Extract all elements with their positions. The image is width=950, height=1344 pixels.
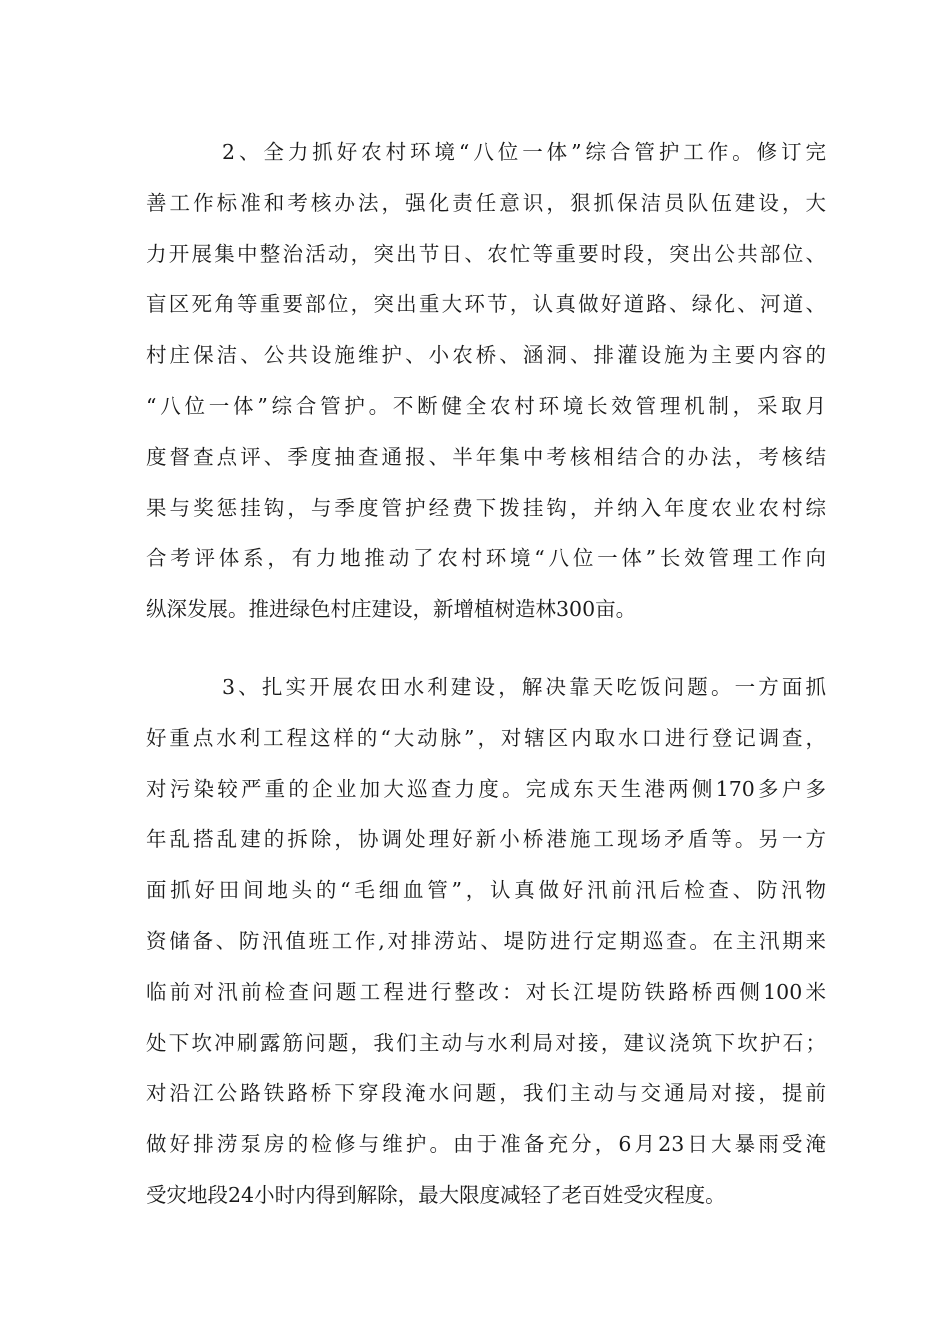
text-line: 2、全力抓好农村环境“八位一体”综合管护工作。修订完 <box>222 140 826 164</box>
text-line: 对沿江公路铁路桥下穿段淹水问题，我们主动与交通局对接，提前 <box>146 1081 826 1106</box>
text-line: 3、扎实开展农田水利建设，解决靠天吃饭问题。一方面抓 <box>222 675 826 699</box>
text-line: “八位一体”综合管护。不断健全农村环境长效管理机制，采取月 <box>146 393 826 418</box>
text-line: 资储备、防汛值班工作,对排涝站、堤防进行定期巡查。在主汛期来 <box>146 928 826 953</box>
paragraph-rural-environment <box>146 127 826 635</box>
text-line-last: 纵深发展。推进绿色村庄建设，新增植树造林300亩。 <box>146 597 637 622</box>
text-line: 处下坎冲刷露筋问题，我们主动与水利局对接，建议浇筑下坎护石； <box>146 1030 826 1055</box>
text-line: 力开展集中整治活动，突出节日、农忙等重要时段，突出公共部位、 <box>146 241 826 266</box>
text-line: 做好排涝泵房的检修与维护。由于准备充分，6月23日大暴雨受淹 <box>146 1132 826 1157</box>
text-line: 面抓好田间地头的“毛细血管”，认真做好汛前汛后检查、防汛物 <box>146 878 826 903</box>
text-line: 善工作标准和考核办法，强化责任意识，狠抓保洁员队伍建设，大 <box>146 190 826 215</box>
text-line: 度督查点评、季度抽查通报、半年集中考核相结合的办法，考核结 <box>146 444 826 469</box>
paragraph-water-conservancy <box>146 662 826 1221</box>
text-line: 好重点水利工程这样的“大动脉”，对辖区内取水口进行登记调查， <box>146 725 826 750</box>
text-line: 临前对汛前检查问题工程进行整改：对长江堤防铁路桥西侧100米 <box>146 979 826 1004</box>
text-line: 盲区死角等重要部位，突出重大环节，认真做好道路、绿化、河道、 <box>146 292 826 317</box>
text-line-last: 受灾地段24小时内得到解除，最大限度减轻了老百姓受灾程度。 <box>146 1182 726 1207</box>
text-line: 年乱搭乱建的拆除，协调处理好新小桥港施工现场矛盾等。另一方 <box>146 827 826 852</box>
text-line: 村庄保洁、公共设施维护、小农桥、涵洞、排灌设施为主要内容的 <box>146 343 826 368</box>
text-line: 对污染较严重的企业加大巡查力度。完成东天生港两侧170多户多 <box>146 776 826 801</box>
text-line: 果与奖惩挂钩，与季度管护经费下拨挂钩，并纳入年度农业农村综 <box>146 495 826 520</box>
text-line: 合考评体系，有力地推动了农村环境“八位一体”长效管理工作向 <box>146 546 826 571</box>
